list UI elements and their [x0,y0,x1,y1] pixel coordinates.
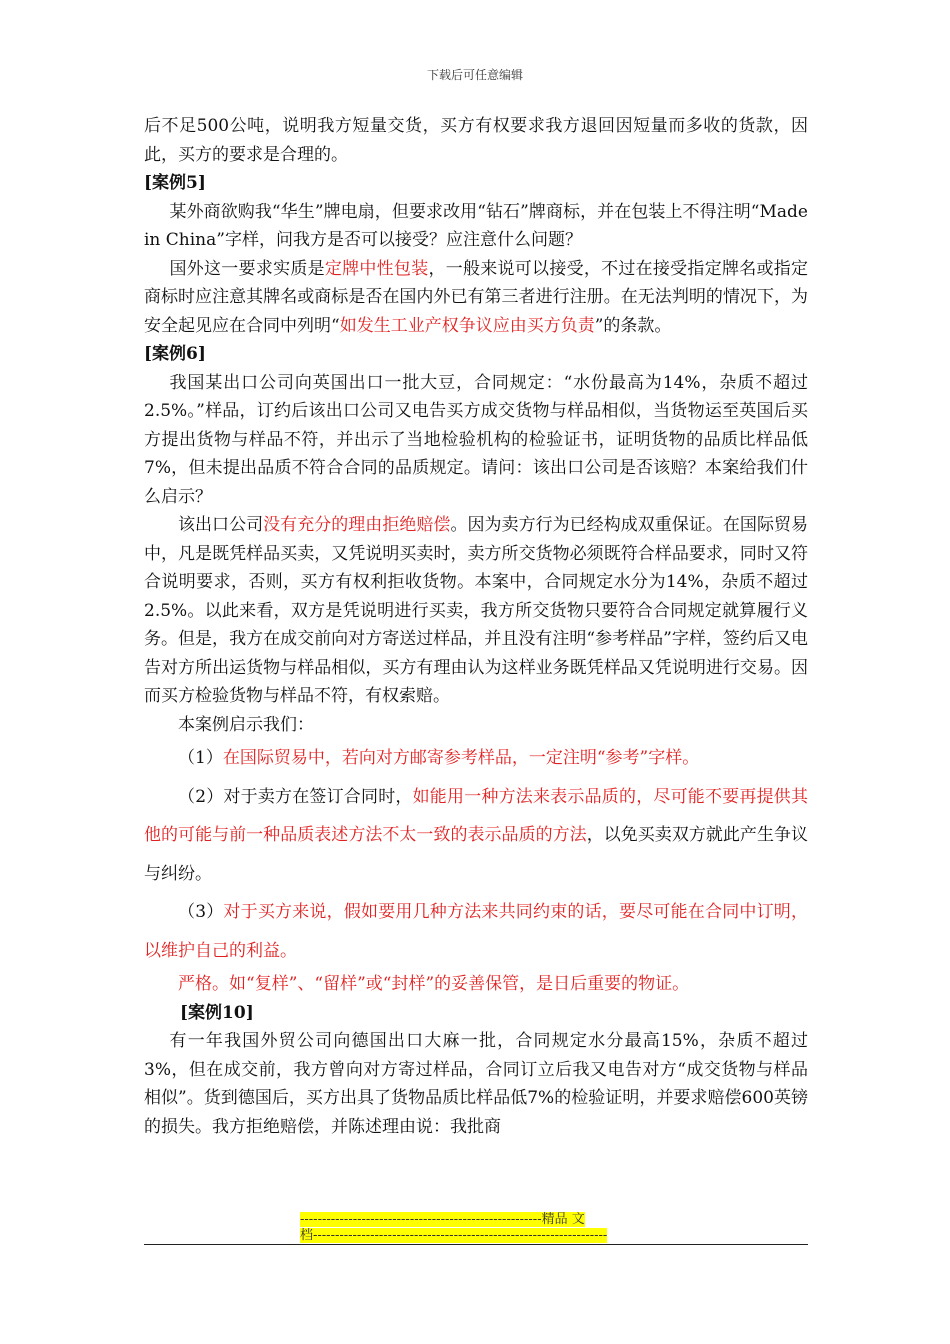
document-body [144,112,808,1141]
page-footer [300,1212,607,1244]
text-run: （3） [178,902,224,922]
footer-line: 档------------------------------------------------------------------- [300,1228,608,1243]
lesson-4: 严格。如“复样”、“留样”或“封样”的妥善保管，是日后重要的物证。 [178,974,690,994]
highlight-text: 如能用一种方法来表示品质的，尽可能不要再提供其他的可能与前一种品质表述方法不太一致的表示品质的方法 [144,786,808,845]
page-header: 下载后可任意编辑 [426,68,523,82]
footer-divider [144,1244,808,1245]
text-run: （2）对于卖方在签订合同时， [178,786,413,807]
case-6-answer [144,511,808,711]
text-run: （1） [178,748,223,768]
highlight-text: 如发生工业产权争议应由买方负责 [339,315,595,336]
highlight-text: 在国际贸易中，若向对方邮寄参考样品，一定注明“参考”字样。 [222,748,700,768]
paragraph: 后不足500公吨，说明我方短量交货，买方有权要求我方退回因短量而多收的货款，因此，买方的要求是合理的。 [144,116,808,165]
footer-line: -------------------------------------------------------精品 文 [300,1212,585,1227]
text-run: 。因为卖方行为已经构成双重保证。在国际贸易中，凡是既凭样品买卖，又凭说明买卖时，卖方所交货物必须既符合样品要求，同时又符合说明要求，否则，买方有权利拒收货物。本案中，合同规定水分为14%，杂质不超过2.5%。以此来看，双方是凭说明进行买卖，我方所交货物只要符合合同规定就算履行义务。但是，我方在成交前向对方寄送过样品，并且没有注明“参考样品”字样，签约后又电告对方所出运货物与样品相似，买方有理由认为这样业务既凭样品又凭说明进行交易。因而买方检验货物与样品不符，有权索赔。 [144,515,809,706]
text-run: 该出口公司 [178,515,264,535]
case-6-title: [案例6] [144,344,206,364]
case-10-title: [案例10] [180,1002,254,1023]
lesson-2 [144,778,808,894]
case-6-question: 我国某出口公司向英国出口一批大豆，合同规定：“水份最高为14%，杂质不超过2.5%。”样品，订约后该出口公司又电告买方成交货物与样品相似，当货物运至英国后买方提出货物与样品不符，并出示了当地检验机构的检验证书，证明货物的品质比样品低7%，但未提出品质不符合合同的品质规定。请问：该出口公司是否该赔？本案给我们什么启示？ [144,372,808,507]
highlight-text: 没有充分的理由拒绝赔偿 [263,515,451,535]
highlight-text: 定牌中性包装 [324,258,429,279]
lesson-1 [144,739,808,778]
text-run: ”的条款。 [594,315,672,336]
case-5-title: [案例5] [144,173,206,193]
case-5-answer [144,255,808,341]
lesson-3 [144,893,808,970]
text-run: ，一般来说可以接受，不过在接受指定牌名或指定商标时应注意其牌名或商标是否在国内外已有第三者进行注册。在无法判明的情况下，为安全起见应在合同中列明“ [144,258,809,336]
text-run: 国外这一要求实质是 [169,258,325,279]
highlight-text: 对于买方来说，假如要用几种方法来共同约束的话，要尽可能在合同中订明，以维护自己的利益。 [144,902,808,961]
text-run: ，以免买卖双方就此产生争议与纠纷。 [144,825,809,884]
case-10-question: 有一年我国外贸公司向德国出口大麻一批，合同规定水分最高15%，杂质不超过3%，但在成交前，我方曾向对方寄过样品，合同订立后我又电告对方“成交货物与样品相似”。货到德国后，买方出具了货物品质比样品低7%的检验证明，并要求赔偿600英镑的损失。我方拒绝赔偿，并陈述理由说：我批商 [144,1031,808,1137]
lesson-intro: 本案例启示我们： [178,714,314,735]
case-5-question: 某外商欲购我“华生”牌电扇，但要求改用“钻石”牌商标，并在包装上不得注明“Made in China”字样，问我方是否可以接受？应注意什么问题？ [144,201,808,250]
